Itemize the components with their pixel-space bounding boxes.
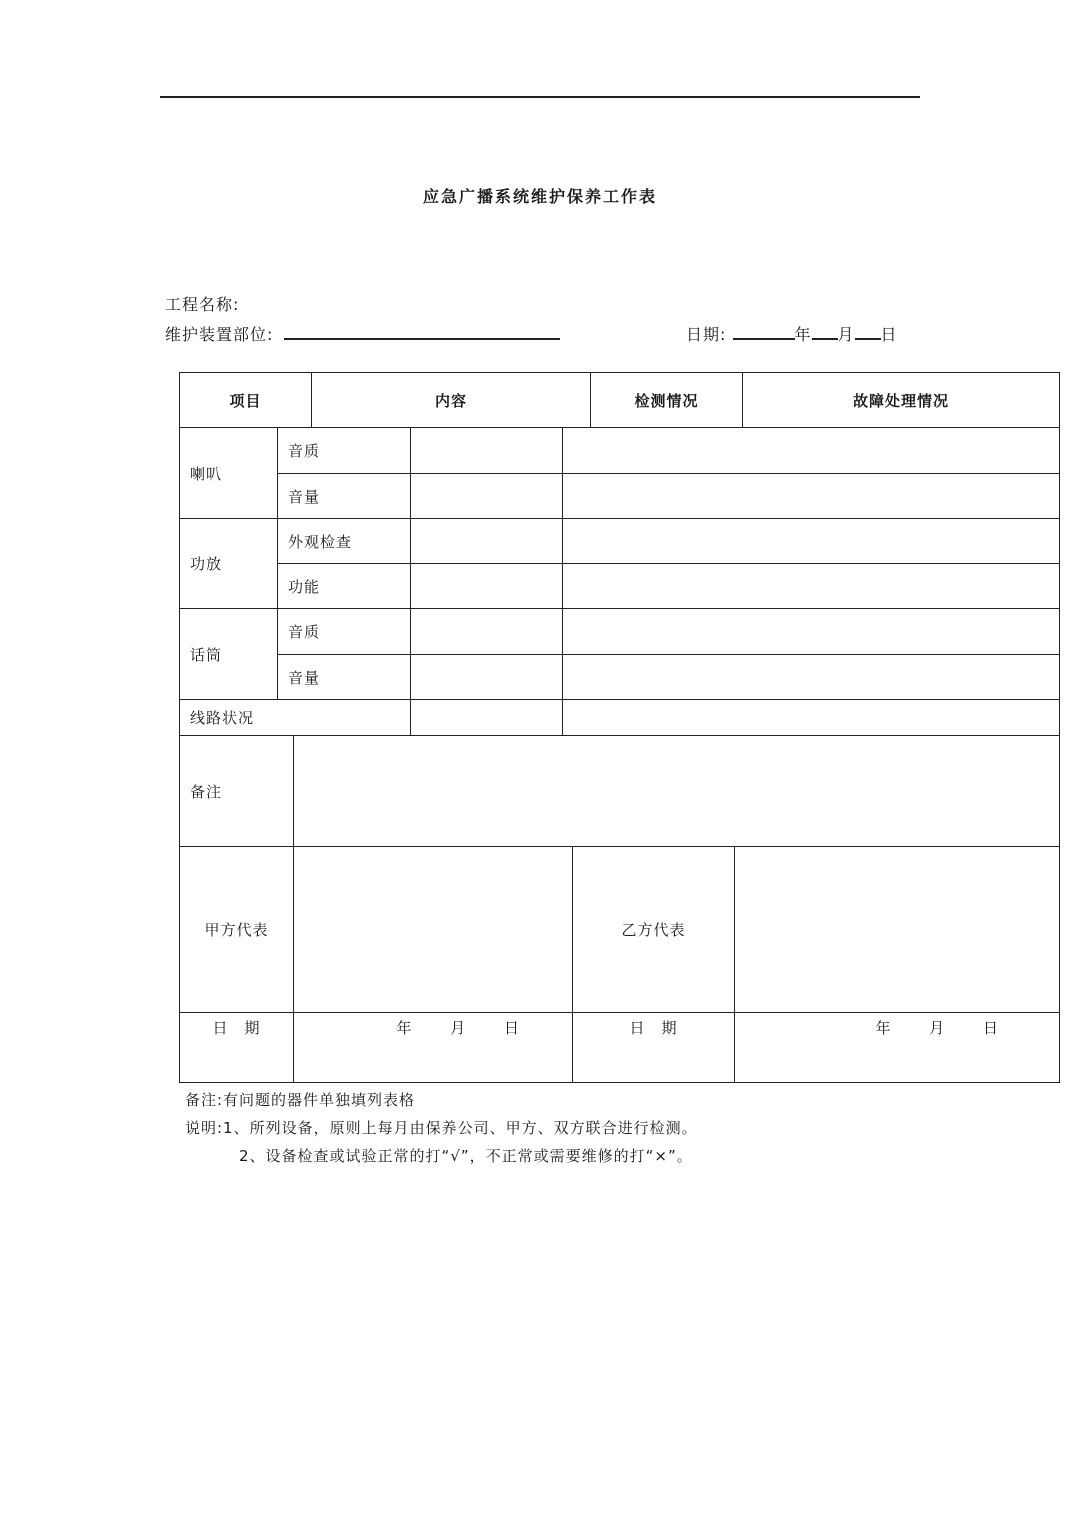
inspection-cell[interactable]: [411, 564, 563, 609]
party-b-date-value[interactable]: 年 月 日: [735, 1013, 1060, 1083]
content-cell: 外观检查: [278, 519, 411, 564]
location-label: 维护装置部位:: [165, 325, 274, 344]
fault-cell[interactable]: [563, 655, 1060, 700]
fault-cell[interactable]: [563, 474, 1060, 519]
inspection-cell[interactable]: [411, 700, 563, 736]
fault-cell[interactable]: [563, 609, 1060, 655]
party-a-signature[interactable]: [294, 847, 573, 1013]
party-a-date-value[interactable]: 年 月 日: [294, 1013, 573, 1083]
header-item: 项目: [180, 373, 312, 428]
remarks-table: [179, 735, 1060, 847]
content-cell: 音质: [278, 428, 411, 474]
page-title: 应急广播系统维护保养工作表: [422, 187, 657, 206]
year-blank[interactable]: [733, 322, 795, 340]
inspection-cell[interactable]: [411, 428, 563, 474]
header-row: [180, 373, 1060, 428]
party-a-label: 甲方代表: [180, 847, 294, 1013]
day-label: 日: [880, 325, 898, 344]
table-row: [180, 700, 1060, 736]
fault-cell[interactable]: [563, 428, 1060, 474]
remarks-field[interactable]: [294, 736, 1060, 847]
notes-section: [185, 1086, 698, 1170]
inspection-cell[interactable]: [411, 519, 563, 564]
header-fault-handling: 故障处理情况: [743, 373, 1060, 428]
signature-row: [180, 847, 1060, 1013]
remarks-label: 备注: [180, 736, 294, 847]
maintenance-grid: [179, 427, 1060, 736]
content-cell: 音量: [278, 655, 411, 700]
remarks-row: [180, 736, 1060, 847]
year-label: 年: [794, 325, 812, 344]
inspection-cell[interactable]: [411, 474, 563, 519]
item-amplifier: 功放: [180, 519, 278, 609]
party-a-date-label: 日 期: [180, 1013, 294, 1083]
item-microphone: 话筒: [180, 609, 278, 700]
table-row: [180, 564, 1060, 609]
content-cell: 音量: [278, 474, 411, 519]
party-b-signature[interactable]: [735, 847, 1060, 1013]
header-content: 内容: [312, 373, 591, 428]
table-row: [180, 519, 1060, 564]
party-b-label: 乙方代表: [573, 847, 735, 1013]
note-explain-2: 2、设备检查或试验正常的打“√”，不正常或需要维修的打“×”。: [239, 1147, 693, 1165]
fault-cell[interactable]: [563, 519, 1060, 564]
date-row: [686, 322, 898, 345]
inspection-cell[interactable]: [411, 655, 563, 700]
item-speaker: 喇叭: [180, 428, 278, 519]
inspection-cell[interactable]: [411, 609, 563, 655]
day-blank[interactable]: [855, 322, 881, 340]
table-row: [180, 655, 1060, 700]
fault-cell[interactable]: [563, 700, 1060, 736]
maintenance-table: [179, 372, 1060, 428]
line-status-label: 线路状况: [180, 700, 411, 736]
table-row: [180, 428, 1060, 474]
month-label: 月: [837, 325, 855, 344]
header-inspection: 检测情况: [591, 373, 743, 428]
note-explain-1: 说明:1、所列设备，原则上每月由保养公司、甲方、双方联合进行检测。: [185, 1119, 698, 1137]
location-row: [165, 322, 560, 345]
month-blank[interactable]: [812, 322, 838, 340]
top-rule: [160, 96, 920, 98]
party-b-date-label: 日 期: [573, 1013, 735, 1083]
date-label: 日期:: [686, 325, 727, 344]
table-row: [180, 609, 1060, 655]
signature-table: [179, 846, 1060, 1083]
table-row: [180, 474, 1060, 519]
location-blank[interactable]: [284, 322, 560, 340]
note-remark: 备注:有问题的器件单独填列表格: [185, 1091, 416, 1109]
content-cell: 音质: [278, 609, 411, 655]
signature-date-row: [180, 1013, 1060, 1083]
project-name-label: 工程名称:: [165, 295, 240, 314]
fault-cell[interactable]: [563, 564, 1060, 609]
content-cell: 功能: [278, 564, 411, 609]
